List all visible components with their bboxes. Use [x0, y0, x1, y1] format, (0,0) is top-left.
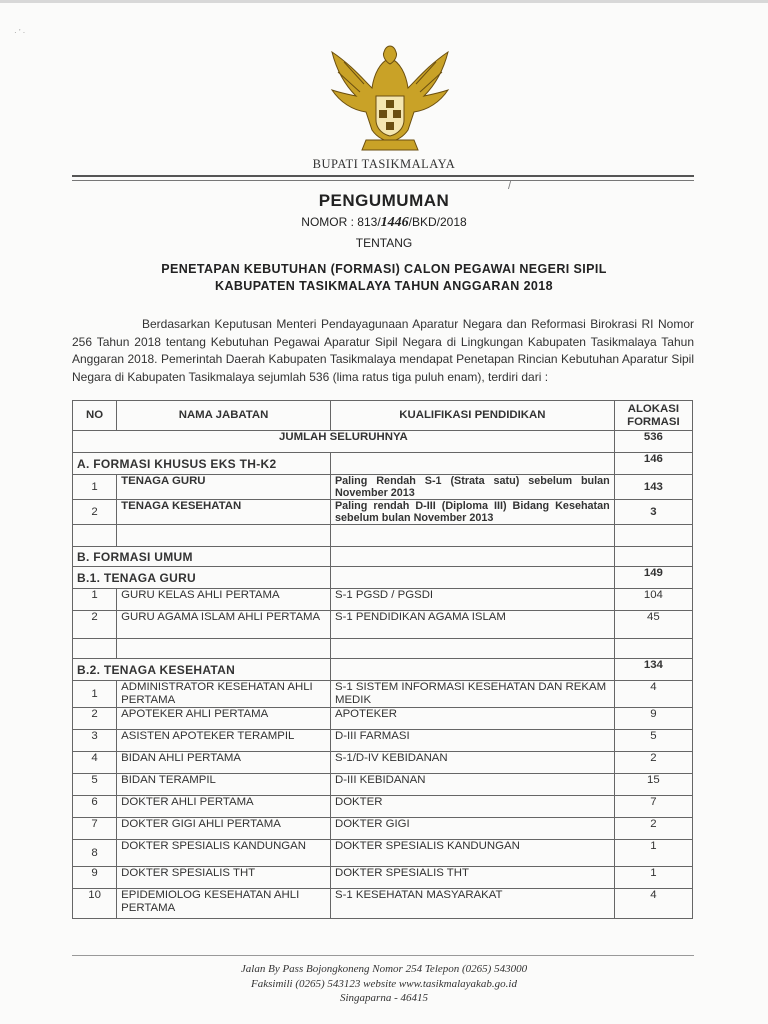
row-nama: BIDAN AHLI PERTAMA	[117, 752, 331, 774]
table-row	[73, 867, 693, 889]
row-alokasi: 143	[614, 475, 692, 500]
footer-address: Jalan By Pass Bojongkoneng Nomor 254 Telepon (0265) 543000	[240, 963, 528, 975]
section-b2-label: B.2. TENAGA KESEHATAN	[73, 659, 331, 681]
row-nama: TENAGA GURU	[117, 475, 331, 500]
row-nama: TENAGA KESEHATAN	[117, 500, 331, 525]
row-kualifikasi: DOKTER	[330, 796, 614, 818]
section-b1-row	[73, 567, 693, 589]
row-alokasi: 2	[614, 818, 692, 840]
section-b1-label: B.1. TENAGA GURU	[73, 567, 331, 589]
footer-rule	[72, 955, 694, 956]
section-a-value: 146	[614, 453, 692, 475]
spacer-row	[73, 525, 693, 547]
table-row	[73, 889, 693, 919]
table-row	[73, 708, 693, 730]
header-nama: NAMA JABATAN	[117, 401, 331, 431]
document-subject	[0, 261, 768, 295]
table-row	[73, 730, 693, 752]
row-alokasi: 7	[614, 796, 692, 818]
row-alokasi: 1	[614, 840, 692, 867]
row-no: 1	[73, 589, 117, 611]
row-no: 6	[73, 796, 117, 818]
row-kualifikasi: S-1 PENDIDIKAN AGAMA ISLAM	[330, 611, 614, 639]
garuda-emblem	[326, 38, 454, 158]
row-nama: GURU AGAMA ISLAM AHLI PERTAMA	[117, 611, 331, 639]
table-row	[73, 475, 693, 500]
row-alokasi: 9	[614, 708, 692, 730]
handwritten-mark: /	[508, 180, 512, 192]
row-no: 2	[73, 708, 117, 730]
table-row	[73, 681, 693, 708]
footer-city: Singaparna - 46415	[340, 992, 428, 1004]
row-alokasi: 2	[614, 752, 692, 774]
row-no: 7	[73, 818, 117, 840]
row-alokasi: 45	[614, 611, 692, 639]
row-no: 2	[73, 500, 117, 525]
intro-paragraph	[72, 316, 694, 386]
table-row	[73, 752, 693, 774]
allocation-table	[72, 400, 693, 919]
table-row	[73, 796, 693, 818]
row-kualifikasi: DOKTER GIGI	[330, 818, 614, 840]
letterhead-rule-thick	[72, 175, 694, 177]
row-kualifikasi: DOKTER SPESIALIS THT	[330, 867, 614, 889]
subject-line-1: PENETAPAN KEBUTUHAN (FORMASI) CALON PEGAWAI NEGERI SIPIL	[161, 262, 607, 276]
table-row	[73, 818, 693, 840]
intro-text: Berdasarkan Keputusan Menteri Pendayagunaan Aparatur Negara dan Reformasi Birokrasi RI Nomor 256 Tahun 2018 tentang Kebutuhan Pegawai Aparatur Sipil Negara di Lingkungan Kabupaten Tasikmalaya Tahun Anggaran 2018. Pemerintah Daerah Kabupaten Tasikmalaya mendapat Penetapan Rincian Kebutuhan Aparatur Sipil Negara di Kabupaten Tasikmalaya sejumlah 536 (lima ratus tiga puluh enam), terdiri dari :	[72, 317, 694, 384]
section-b2-value: 134	[614, 659, 692, 681]
section-a-label: A. FORMASI KHUSUS EKS TH-K2	[73, 453, 331, 475]
subject-line-2: KABUPATEN TASIKMALAYA TAHUN ANGGARAN 2018	[215, 279, 553, 293]
header-no: NO	[73, 401, 117, 431]
row-no: 8	[73, 840, 117, 867]
row-kualifikasi: Paling rendah D-III (Diploma III) Bidang Kesehatan sebelum bulan November 2013	[330, 500, 614, 525]
section-a-empty	[330, 453, 614, 475]
row-alokasi: 4	[614, 889, 692, 919]
section-b-row	[73, 547, 693, 567]
footer-contact: Faksimili (0265) 543123 website www.tasikmalayakab.go.id	[251, 977, 517, 990]
number-suffix: /BKD/2018	[408, 215, 467, 229]
issuing-authority: BUPATI TASIKMALAYA	[312, 157, 456, 171]
section-b2-row	[73, 659, 693, 681]
spacer-row	[73, 639, 693, 659]
table-row	[73, 589, 693, 611]
row-kualifikasi: S-1/D-IV KEBIDANAN	[330, 752, 614, 774]
section-b1-value: 149	[614, 567, 692, 589]
row-nama: DOKTER SPESIALIS KANDUNGAN	[117, 840, 331, 867]
row-alokasi: 104	[614, 589, 692, 611]
row-kualifikasi: APOTEKER	[330, 708, 614, 730]
row-alokasi: 5	[614, 730, 692, 752]
row-no: 2	[73, 611, 117, 639]
row-no: 4	[73, 752, 117, 774]
table-header-row	[73, 401, 693, 431]
row-no: 10	[73, 889, 117, 919]
section-b-label: B. FORMASI UMUM	[73, 547, 331, 567]
document-number	[0, 215, 768, 231]
table-row	[73, 774, 693, 796]
row-alokasi: 15	[614, 774, 692, 796]
scan-specks: · ’ ·	[14, 28, 26, 37]
total-row	[73, 431, 693, 453]
header-kualifikasi: KUALIFIKASI PENDIDIKAN	[330, 401, 614, 431]
table-row	[73, 611, 693, 639]
row-nama: DOKTER AHLI PERTAMA	[117, 796, 331, 818]
table-row	[73, 500, 693, 525]
row-nama: ASISTEN APOTEKER TERAMPIL	[117, 730, 331, 752]
table-row	[73, 840, 693, 867]
total-value: 536	[614, 431, 692, 453]
row-alokasi: 3	[614, 500, 692, 525]
tentang-label: TENTANG	[355, 236, 413, 250]
row-nama: BIDAN TERAMPIL	[117, 774, 331, 796]
row-kualifikasi: S-1 KESEHATAN MASYARAKAT	[330, 889, 614, 919]
row-nama: DOKTER SPESIALIS THT	[117, 867, 331, 889]
row-nama: DOKTER GIGI AHLI PERTAMA	[117, 818, 331, 840]
row-kualifikasi: D-III FARMASI	[330, 730, 614, 752]
header-alokasi: ALOKASI FORMASI	[614, 401, 692, 431]
row-no: 1	[73, 681, 117, 708]
document-title: PENGUMUMAN	[318, 191, 450, 210]
row-nama: APOTEKER AHLI PERTAMA	[117, 708, 331, 730]
number-prefix: NOMOR : 813/	[301, 215, 381, 229]
total-label: JUMLAH SELURUHNYA	[73, 431, 615, 453]
row-no: 3	[73, 730, 117, 752]
number-handwritten: 1446	[380, 215, 409, 230]
row-kualifikasi: S-1 PGSD / PGSDI	[330, 589, 614, 611]
row-nama: EPIDEMIOLOG KESEHATAN AHLI PERTAMA	[117, 889, 331, 919]
row-no: 1	[73, 475, 117, 500]
row-alokasi: 4	[614, 681, 692, 708]
row-kualifikasi: D-III KEBIDANAN	[330, 774, 614, 796]
row-no: 9	[73, 867, 117, 889]
row-alokasi: 1	[614, 867, 692, 889]
row-kualifikasi: Paling Rendah S-1 (Strata satu) sebelum bulan November 2013	[330, 475, 614, 500]
row-nama: ADMINISTRATOR KESEHATAN AHLI PERTAMA	[117, 681, 331, 708]
row-nama: GURU KELAS AHLI PERTAMA	[117, 589, 331, 611]
scan-edge	[0, 0, 768, 3]
row-kualifikasi: DOKTER SPESIALIS KANDUNGAN	[330, 840, 614, 867]
letterhead-footer	[0, 962, 768, 1006]
letterhead-rule-thin	[72, 180, 694, 181]
row-no: 5	[73, 774, 117, 796]
row-kualifikasi: S-1 SISTEM INFORMASI KESEHATAN DAN REKAM MEDIK	[330, 681, 614, 708]
section-a-row	[73, 453, 693, 475]
